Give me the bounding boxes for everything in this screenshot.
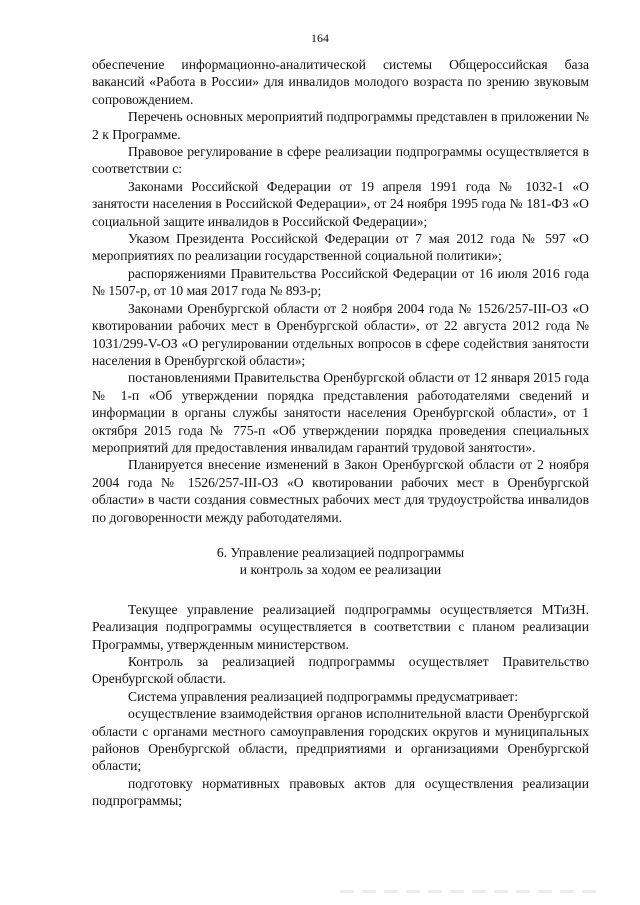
paragraph: Контроль за реализацией подпрограммы осуществляет Правительство Оренбургской области. xyxy=(92,654,589,687)
paragraph: осуществление взаимодействия органов исполнительной власти Оренбургской области с органами местного самоуправления городских округов и муниципальных районов Оренбургской области, предприятиями и организациями Оренбургской области; xyxy=(92,706,589,774)
paragraph: Текущее управление реализацией подпрограммы осуществляется МТиЗН. Реализация подпрограммы осуществляется в соответствии с планом реализации Программы, утвержденным министерством. xyxy=(92,601,589,652)
paragraph: обеспечение информационно-аналитической системы Общероссийская база вакансий «Работа в России» для инвалидов молодого возраста по зрению звуковым сопровождением. xyxy=(92,57,589,107)
paragraph: Перечень основных мероприятий подпрограммы представлен в приложении № 2 к Программе. xyxy=(92,109,589,142)
paragraph: Правовое регулирование в сфере реализации подпрограммы осуществляется в соответствии с: xyxy=(92,144,589,177)
page-number: 164 xyxy=(311,31,329,45)
section-heading-line-2: и контроль за ходом ее реализации xyxy=(239,562,442,578)
paragraph: постановлениями Правительства Оренбургской области от 12 января 2015 года № 1-п «Об утверждении порядка представления работодателями сведений и информации в органы службы занятости населения Оренбургской области», от 1 октября 2015 года № 775-п «Об утверждении порядка проведения специальных мероприятий для предоставления инвалидам гарантий трудовой занятости». xyxy=(92,370,589,455)
scan-artifact xyxy=(340,890,600,893)
paragraph: Законами Оренбургской области от 2 ноября 2004 года № 1526/257-III-ОЗ «О квотировании рабочих мест в Оренбургской области», от 22 августа 2012 года № 1031/299-V-ОЗ «О регулировании отдельных вопросов в сфере содействия занятости населения в Оренбургской области»; xyxy=(92,300,589,368)
document-body xyxy=(92,56,589,810)
paragraph: Указом Президента Российской Федерации от 7 мая 2012 года № 597 «О мероприятиях по реализации государственной социальной политики»; xyxy=(92,231,589,264)
paragraph: Планируется внесение изменений в Закон Оренбургской области от 2 ноября 2004 года № 1526/257-III-ОЗ «О квотировании рабочих мест в Оренбургской области» в части создания совместных рабочих мест для трудоустройства инвалидов по договоренности между работодателями. xyxy=(92,457,589,525)
paragraph: Система управления реализацией подпрограммы предусматривает: xyxy=(128,688,518,704)
section-heading xyxy=(92,544,589,579)
section-heading-line-1: 6. Управление реализацией подпрограммы xyxy=(216,544,465,560)
paragraph: подготовку нормативных правовых актов для осуществления реализации подпрограммы; xyxy=(92,775,589,809)
paragraph: распоряжениями Правительства Российской Федерации от 16 июля 2016 года № 1507-р, от 10 мая 2017 года № 893-р; xyxy=(92,265,589,299)
paragraph: Законами Российской Федерации от 19 апреля 1991 года № 1032-1 «О занятости населения в Российской Федерации», от 24 ноября 1995 года № 181-ФЗ «О социальной защите инвалидов в Российской Федерации»; xyxy=(92,178,589,229)
